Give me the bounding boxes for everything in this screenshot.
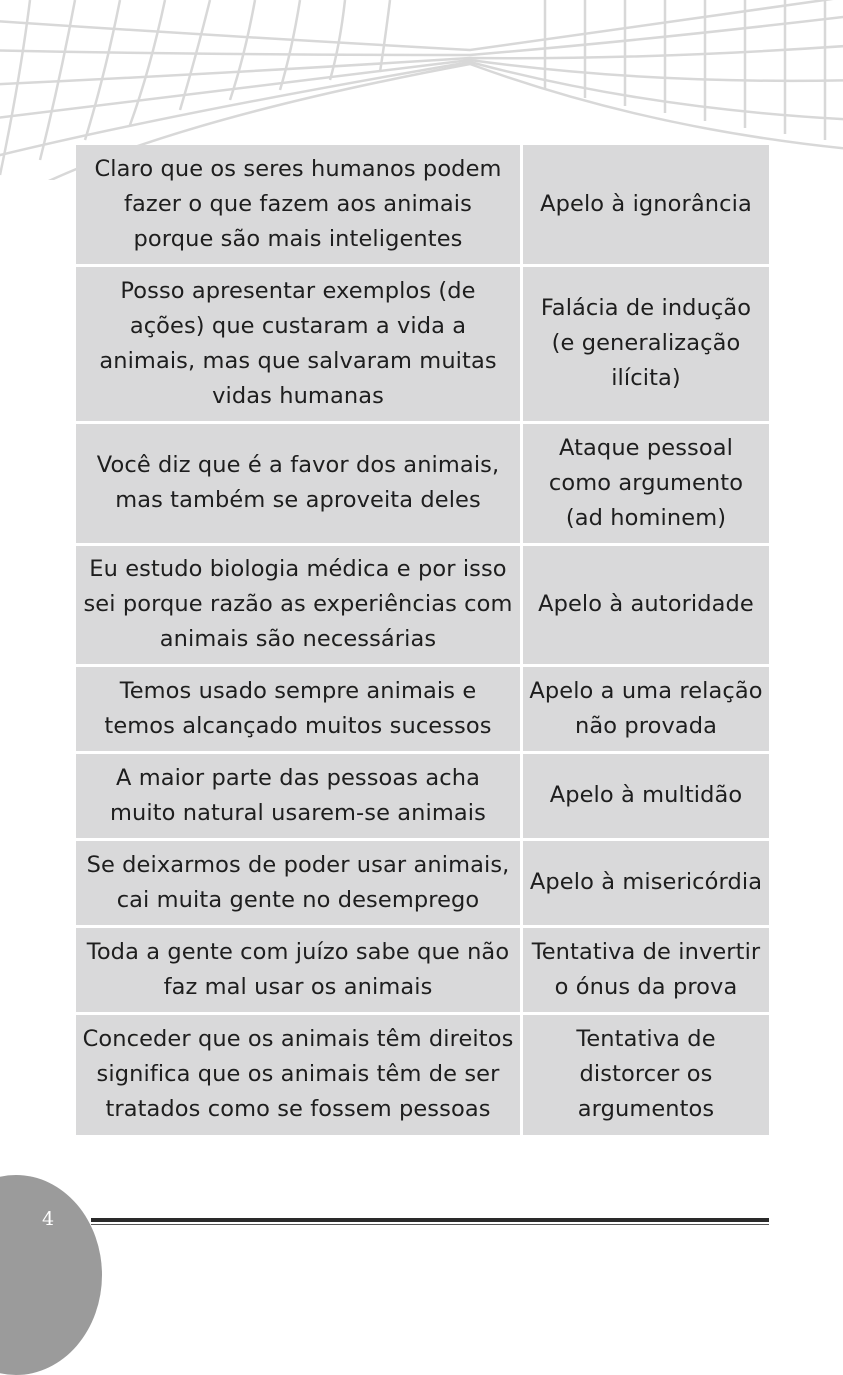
argument-text: Temos usado sempre animais e temos alcançado muitos sucessos — [104, 677, 492, 739]
fallacy-cell — [522, 752, 770, 839]
argument-cell — [76, 422, 522, 544]
fallacy-text: Apelo à misericórdia — [529, 869, 763, 895]
fallacy-cell — [522, 145, 770, 265]
fallacies-table-container — [76, 145, 769, 1135]
fallacy-cell — [522, 265, 770, 422]
argument-cell — [76, 544, 522, 665]
table-row — [76, 265, 769, 422]
page-footer — [0, 1170, 843, 1280]
fallacy-text: Tentativa de distorcer os argumentos — [576, 1026, 716, 1123]
table-row — [76, 1013, 769, 1135]
argument-cell — [76, 265, 522, 422]
argument-text: Toda a gente com juízo sabe que não faz mal usar os animais — [86, 938, 510, 1000]
fallacy-cell — [522, 422, 770, 544]
table-row — [76, 926, 769, 1013]
argument-cell — [76, 752, 522, 839]
page-number: 4 — [42, 1208, 55, 1230]
argument-text: Posso apresentar exemplos (de ações) que custaram a vida a animais, mas que salvaram muitas vidas humanas — [99, 277, 497, 409]
table-row — [76, 422, 769, 544]
footer-rule — [91, 1218, 769, 1222]
argument-text: Claro que os seres humanos podem fazer o que fazem aos animais porque são mais inteligentes — [94, 155, 502, 252]
fallacy-cell — [522, 839, 770, 926]
fallacy-text: Tentativa de invertir o ónus da prova — [531, 938, 761, 1000]
table-row — [76, 145, 769, 265]
argument-text: Eu estudo biologia médica e por isso sei porque razão as experiências com animais são necessárias — [83, 556, 513, 652]
fallacy-cell — [522, 665, 770, 752]
table-row — [76, 665, 769, 752]
fallacies-table-body — [76, 145, 769, 1135]
fallacy-cell — [522, 544, 770, 665]
fallacies-table — [76, 145, 769, 1135]
fallacy-text: Apelo à autoridade — [538, 591, 754, 617]
argument-cell — [76, 1013, 522, 1135]
argument-cell — [76, 145, 522, 265]
argument-text: Conceder que os animais têm direitos significa que os animais têm de ser tratados como se fossem pessoas — [82, 1026, 514, 1123]
page-number-tab — [0, 1175, 102, 1375]
argument-text: A maior parte das pessoas acha muito natural usarem-se animais — [110, 764, 486, 826]
table-row — [76, 839, 769, 926]
fallacy-text: Apelo a uma relação não provada — [529, 677, 763, 739]
fallacy-text: Ataque pessoal como argumento (ad hominem) — [548, 434, 744, 531]
table-row — [76, 544, 769, 665]
table-row — [76, 752, 769, 839]
fallacy-cell — [522, 926, 770, 1013]
argument-cell — [76, 665, 522, 752]
fallacy-text: Apelo à ignorância — [540, 190, 752, 217]
argument-text: Você diz que é a favor dos animais, mas também se aproveita deles — [96, 452, 500, 513]
argument-text: Se deixarmos de poder usar animais, cai muita gente no desemprego — [86, 851, 510, 913]
fallacy-text: Falácia de indução (e generalização ilícita) — [540, 295, 752, 391]
argument-cell — [76, 839, 522, 926]
fallacy-cell — [522, 1013, 770, 1135]
footer-rule-thin — [91, 1224, 769, 1225]
fallacy-text: Apelo à multidão — [549, 782, 743, 808]
argument-cell — [76, 926, 522, 1013]
